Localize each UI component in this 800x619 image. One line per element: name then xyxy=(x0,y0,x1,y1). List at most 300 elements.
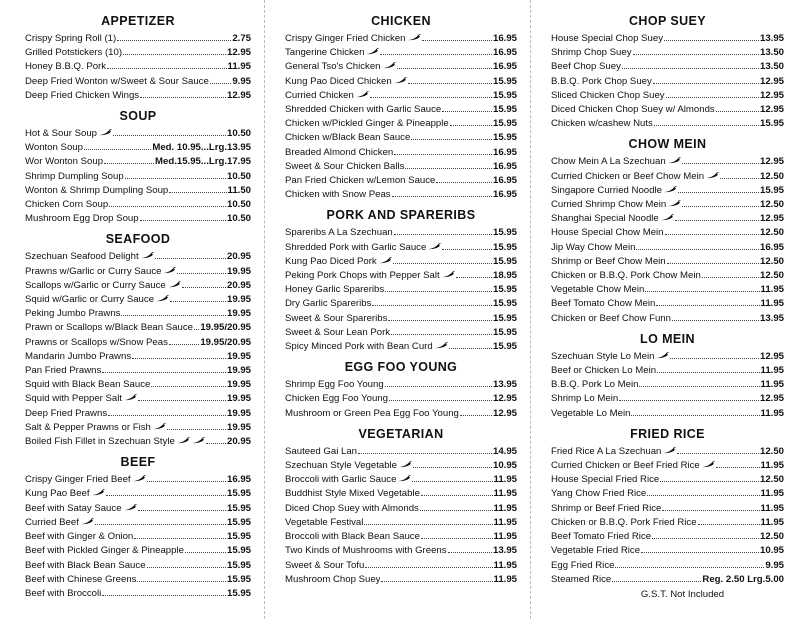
chili-pepper-icon xyxy=(124,504,137,511)
menu-item-name: Mushroom Egg Drop Soup xyxy=(25,213,139,225)
menu-item xyxy=(551,103,784,117)
chili-pepper-icon xyxy=(156,295,169,302)
menu-item xyxy=(285,378,517,392)
chili-pepper-icon xyxy=(661,214,674,221)
menu-item-price: 11.95 xyxy=(493,531,517,543)
menu-item-name: Two Kinds of Mushrooms with Greens xyxy=(285,545,447,557)
dot-leader xyxy=(633,54,759,55)
menu-item xyxy=(285,445,517,459)
chili-pepper-icon xyxy=(153,423,166,430)
menu-item xyxy=(551,269,784,283)
menu-item-name: Sliced Chicken Chop Suey xyxy=(551,89,665,101)
section-title: CHOP SUEY xyxy=(628,14,706,28)
dot-leader xyxy=(449,348,492,349)
menu-item-name: Beef with Pickled Ginger & Pineapple xyxy=(25,545,184,557)
menu-item-price: 15.95 xyxy=(492,284,517,296)
section-title: EGG FOO YOUNG xyxy=(344,360,458,375)
chili-pepper-icon xyxy=(356,91,369,98)
dot-leader xyxy=(140,220,226,221)
dot-leader xyxy=(138,400,226,401)
menu-item-name: Vegetable Chow Mein xyxy=(551,284,645,296)
menu-item-name: Kung Pao Diced Chicken xyxy=(285,75,392,87)
dot-leader xyxy=(422,40,492,41)
section-title: APPETIZER xyxy=(101,14,175,28)
menu-item xyxy=(285,89,517,103)
chili-pepper-icon xyxy=(656,352,669,359)
menu-item xyxy=(285,117,517,131)
menu-item-price: 19.95 xyxy=(226,421,251,433)
dot-leader xyxy=(716,111,759,112)
menu-item-name: Shanghai Special Noodle xyxy=(551,213,659,225)
menu-item-name: Peking Pork Chops with Pepper Salt xyxy=(285,270,440,282)
menu-item-name: Honey Garlic Spareribs xyxy=(285,284,385,296)
menu-item xyxy=(285,226,517,240)
menu-item-price: 19.95/20.95 xyxy=(200,336,251,348)
chili-pepper-icon xyxy=(706,172,719,179)
menu-item xyxy=(285,269,517,283)
menu-item-name: Crispy Spring Roll (1) xyxy=(25,33,117,44)
menu-item-name: B.B.Q. Pork Lo Mein xyxy=(551,379,639,391)
menu-item-name: Tangerine Chicken xyxy=(285,47,365,59)
menu-item-name: Sauteed Gai Lan xyxy=(285,445,358,457)
chili-pepper-icon xyxy=(394,77,407,84)
dot-leader xyxy=(169,192,226,193)
menu-item-name: Grilled Potstickers (10) xyxy=(25,47,123,59)
menu-item-name: Dry Garlic Spareribs xyxy=(285,298,372,310)
menu-item-name: Szechuan Style Lo Mein xyxy=(551,350,655,362)
menu-item xyxy=(25,127,251,141)
dot-leader xyxy=(405,168,492,169)
menu-item-price: 12.50 xyxy=(759,227,784,239)
menu-item xyxy=(285,487,517,501)
dot-leader xyxy=(394,154,492,155)
dot-leader xyxy=(436,182,492,183)
dot-leader xyxy=(121,315,226,316)
menu-item-price: 15.95 xyxy=(226,502,251,514)
menu-item-name: Vegetable Festival xyxy=(285,516,364,528)
menu-item-price: 10.50 xyxy=(226,170,251,182)
menu-item xyxy=(285,174,517,188)
menu-item-price: 10.50 xyxy=(226,128,251,140)
menu-item xyxy=(25,60,251,74)
menu-item-price: 15.95 xyxy=(492,326,517,338)
menu-item-name: Broccoli with Garlic Sauce xyxy=(285,474,397,486)
dot-leader xyxy=(394,234,492,235)
menu-item-name: Steamed Rice xyxy=(551,573,612,585)
menu-item-price: 19.95 xyxy=(226,393,251,405)
menu-item-name: Squid with Black Bean Sauce xyxy=(25,379,151,391)
menu-item-name: Salt & Pepper Prawns or Fish xyxy=(25,421,151,433)
menu-item-name: Szechuan Style Vegetable xyxy=(285,460,398,472)
menu-item-price: 9.95 xyxy=(232,75,251,87)
dot-leader xyxy=(647,495,759,496)
menu-item-name: Beef with Black Bean Sauce xyxy=(25,559,146,571)
chili-pepper-icon xyxy=(163,267,176,274)
menu-item-price: 19.95 xyxy=(226,365,251,377)
menu-item-price: 11.95 xyxy=(760,365,784,377)
menu-item-name: Chicken w/Black Bean Sauce xyxy=(285,132,411,144)
dot-leader xyxy=(420,510,493,511)
dot-leader xyxy=(106,495,226,496)
menu-item-price: Reg. 2.50 Lrg.5.00 xyxy=(702,573,784,585)
dot-leader xyxy=(392,196,492,197)
menu-item-price: 15.95 xyxy=(226,516,251,528)
menu-item-name: Deep Fried Prawns xyxy=(25,407,108,419)
menu-item-price: 15.95 xyxy=(759,184,784,196)
chili-pepper-icon xyxy=(192,437,205,444)
menu-item-name: Mandarin Jumbo Prawns xyxy=(25,350,132,362)
menu-item-price: 11.95 xyxy=(760,407,784,419)
menu-item xyxy=(285,103,517,117)
menu-item xyxy=(285,392,517,406)
menu-item xyxy=(551,544,784,558)
menu-item-name: Squid with Pepper Salt xyxy=(25,393,123,405)
menu-item-name: Beef with Chinese Greens xyxy=(25,573,137,585)
menu-item xyxy=(551,530,784,544)
menu-item-name: Vegetable Lo Mein xyxy=(551,407,631,419)
menu-item-price: 15.95 xyxy=(759,118,784,130)
dot-leader xyxy=(670,358,759,359)
menu-item-name: Mushroom or Green Pea Egg Foo Young xyxy=(285,407,459,419)
chili-pepper-icon xyxy=(133,475,146,482)
menu-item-price: 12.95 xyxy=(226,89,251,101)
menu-item xyxy=(25,378,251,392)
dot-leader xyxy=(138,510,226,511)
menu-item-name: Spareribs A La Szechuan xyxy=(285,227,393,239)
menu-item-price: 15.95 xyxy=(226,573,251,585)
dot-leader xyxy=(448,552,492,553)
menu-item xyxy=(285,46,517,60)
menu-item-price: 2.75 xyxy=(232,33,251,44)
menu-item-name: Chicken or B.B.Q. Pork Chow Mein xyxy=(551,270,701,282)
dot-leader xyxy=(460,415,492,416)
dot-leader xyxy=(104,163,154,164)
menu-item-name: Sweet & Sour Chicken Balls xyxy=(285,160,405,172)
menu-item xyxy=(285,473,517,487)
dot-leader xyxy=(672,320,759,321)
menu-item xyxy=(25,265,251,279)
dot-leader xyxy=(667,263,759,264)
dot-leader xyxy=(660,481,759,482)
menu-item-price: 12.95 xyxy=(759,75,784,87)
chili-pepper-icon xyxy=(428,243,441,250)
menu-item xyxy=(551,255,784,269)
menu-item xyxy=(285,459,517,473)
menu-item xyxy=(551,516,784,530)
menu-item-price: 15.95 xyxy=(492,255,517,267)
dot-leader xyxy=(421,538,493,539)
menu-item-name: Beef Tomato Chow Mein xyxy=(551,298,656,310)
menu-column-1 xyxy=(0,0,265,619)
menu-item-name: Chicken or Beef Chow Funn xyxy=(551,312,671,324)
menu-item xyxy=(25,435,251,449)
menu-item xyxy=(25,559,251,573)
menu-item xyxy=(285,312,517,326)
dot-leader xyxy=(622,68,759,69)
menu-item xyxy=(551,46,784,60)
menu-item-price: 15.95 xyxy=(492,89,517,101)
menu-item xyxy=(285,559,517,573)
menu-item-name: Chicken Egg Foo Young xyxy=(285,393,388,405)
dot-leader xyxy=(421,495,493,496)
chili-pepper-icon xyxy=(663,447,676,454)
dot-leader xyxy=(408,83,492,84)
menu-item-name: Shrimp or Beef Fried Rice xyxy=(551,502,662,514)
dot-leader xyxy=(125,178,226,179)
menu-item xyxy=(285,340,517,354)
menu-item xyxy=(551,407,784,421)
menu-item-price: 15.95 xyxy=(492,298,517,310)
menu-item-price: 14.95 xyxy=(492,445,517,457)
dot-leader xyxy=(678,192,759,193)
menu-item xyxy=(551,212,784,226)
dot-leader xyxy=(388,320,492,321)
chili-pepper-icon xyxy=(383,62,396,69)
menu-item-price: 12.50 xyxy=(759,270,784,282)
section-title: SEAFOOD xyxy=(105,232,171,247)
menu-item xyxy=(551,378,784,392)
menu-item xyxy=(25,407,251,421)
section-title: FRIED RICE xyxy=(630,426,705,441)
menu-item xyxy=(285,502,517,516)
menu-item-price: 19.95 xyxy=(226,407,251,419)
menu-item-name: Crispy Ginger Fried Chicken xyxy=(285,33,406,44)
dot-leader xyxy=(612,581,701,582)
menu-item-price: 16.95 xyxy=(492,47,517,59)
menu-item-price: 15.95 xyxy=(492,341,517,353)
menu-item-price: 15.95 xyxy=(226,559,251,571)
dot-leader xyxy=(109,206,226,207)
menu-item-price: 15.95 xyxy=(492,104,517,116)
dot-leader xyxy=(206,443,226,444)
menu-item xyxy=(551,32,784,46)
chili-pepper-icon xyxy=(141,252,154,259)
menu-item xyxy=(551,312,784,326)
menu-item xyxy=(25,487,251,501)
menu-item-price: 15.95 xyxy=(226,531,251,543)
dot-leader xyxy=(653,83,759,84)
dot-leader xyxy=(95,524,226,525)
menu-item xyxy=(285,146,517,160)
dot-leader xyxy=(385,386,492,387)
section-title: CHOW MEIN xyxy=(628,137,707,152)
menu-item-price: Med. 10.95...Lrg.13.95 xyxy=(152,142,251,154)
menu-item-price: 16.95 xyxy=(226,474,251,486)
menu-item-name: Deep Fried Wonton w/Sweet & Sour Sauce xyxy=(25,75,209,87)
menu-item xyxy=(551,60,784,74)
menu-item xyxy=(551,502,784,516)
chili-pepper-icon xyxy=(81,518,94,525)
menu-item-price: 11.95 xyxy=(493,559,517,571)
menu-item-price: 15.95 xyxy=(492,227,517,239)
menu-item-price: 10.50 xyxy=(226,199,251,211)
menu-item-price: 15.95 xyxy=(226,545,251,557)
menu-item-name: Beef with Ginger & Onion xyxy=(25,531,134,543)
menu-item-price: 19.95 xyxy=(226,350,251,362)
menu-item-name: Crispy Ginger Fried Beef xyxy=(25,474,131,486)
dot-leader xyxy=(185,552,226,553)
menu-item-price: 11.95 xyxy=(493,516,517,528)
menu-item-price: 13.95 xyxy=(759,312,784,324)
menu-item xyxy=(551,559,784,573)
dot-leader xyxy=(132,358,226,359)
menu-item-name: Wonton Soup xyxy=(25,142,83,154)
menu-item-name: Peking Jumbo Prawns xyxy=(25,308,121,320)
menu-item xyxy=(551,155,784,169)
menu-item-price: 10.95 xyxy=(759,545,784,557)
menu-item-name: House Special Chow Mein xyxy=(551,227,664,239)
menu-item xyxy=(551,184,784,198)
menu-item xyxy=(551,573,784,587)
menu-item-price: 13.50 xyxy=(759,61,784,73)
menu-item xyxy=(25,46,251,60)
dot-leader xyxy=(210,83,232,84)
menu-item xyxy=(25,421,251,435)
menu-item-price: 15.95 xyxy=(226,488,251,500)
menu-item-name: Boiled Fish Fillet in Szechuan Style xyxy=(25,436,175,448)
menu-item xyxy=(25,544,251,558)
menu-item xyxy=(25,516,251,530)
menu-item xyxy=(285,131,517,145)
menu-item-price: 15.95 xyxy=(492,75,517,87)
menu-item-price: 20.95 xyxy=(226,436,251,448)
menu-item xyxy=(25,198,251,212)
menu-item xyxy=(285,60,517,74)
menu-item-name: Pan Fried Prawns xyxy=(25,365,102,377)
dot-leader xyxy=(167,429,226,430)
menu-item xyxy=(25,32,251,46)
section-title: CHICKEN xyxy=(371,14,431,28)
menu-item xyxy=(25,321,251,335)
menu-item xyxy=(285,297,517,311)
menu-item-name: Vegetable Fried Rice xyxy=(551,545,641,557)
dot-leader xyxy=(662,510,759,511)
dot-leader xyxy=(639,386,759,387)
menu-item xyxy=(25,75,251,89)
menu-item-name: Chow Mein A La Szechuan xyxy=(551,156,666,168)
dot-leader xyxy=(665,234,759,235)
chili-pepper-icon xyxy=(99,129,112,136)
menu-item-name: Mushroom Chop Suey xyxy=(285,573,381,585)
menu-item-price: 11.95 xyxy=(760,284,784,296)
menu-item xyxy=(25,250,251,264)
dot-leader xyxy=(393,263,492,264)
menu-item-price: 15.95 xyxy=(492,132,517,144)
menu-item-price: 10.50 xyxy=(226,213,251,225)
menu-item-price: 15.95 xyxy=(492,241,517,253)
menu-item xyxy=(551,487,784,501)
menu-item-price: 20.95 xyxy=(226,279,251,291)
menu-item-name: Broccoli with Black Bean Sauce xyxy=(285,531,420,543)
menu-item xyxy=(551,241,784,255)
menu-item-name: Honey B.B.Q. Pork xyxy=(25,61,107,73)
dot-leader xyxy=(147,481,226,482)
dot-leader xyxy=(664,40,759,41)
menu-column-2 xyxy=(265,0,531,619)
menu-item-name: Shrimp or Beef Chow Mein xyxy=(551,255,666,267)
dot-leader xyxy=(113,135,226,136)
menu-item-name: General Tso's Chicken xyxy=(285,61,381,73)
section-title: LO MEIN xyxy=(640,331,695,346)
chili-pepper-icon xyxy=(177,437,190,444)
menu-item xyxy=(25,364,251,378)
menu-item-name: Yang Chow Fried Rice xyxy=(551,488,647,500)
menu-item xyxy=(25,530,251,544)
menu-item-name: Chicken Corn Soup xyxy=(25,199,109,211)
dot-leader xyxy=(108,415,226,416)
dot-leader xyxy=(380,54,492,55)
section-title: BEEF xyxy=(120,455,156,470)
dot-leader xyxy=(170,301,226,302)
dot-leader xyxy=(702,277,759,278)
menu-item-price: 12.50 xyxy=(759,445,784,457)
menu-item-price: 18.95 xyxy=(492,270,517,282)
dot-leader xyxy=(450,125,492,126)
menu-item-price: 11.95 xyxy=(493,474,517,486)
menu-item-name: Beef Chop Suey xyxy=(551,61,621,73)
chili-pepper-icon xyxy=(668,200,681,207)
menu-item xyxy=(25,573,251,587)
menu-item-name: Curried Chicken or Beef Chow Mein xyxy=(551,170,705,182)
menu-item xyxy=(285,75,517,89)
menu-item-price: 16.95 xyxy=(492,189,517,201)
menu-item xyxy=(25,89,251,103)
dot-leader xyxy=(123,54,226,55)
menu-item-price: 12.95 xyxy=(759,350,784,362)
menu-item-price: 15.95 xyxy=(492,312,517,324)
menu-item xyxy=(551,226,784,240)
menu-item xyxy=(551,445,784,459)
dot-leader xyxy=(615,567,764,568)
menu-item-name: Buddhist Style Mixed Vegetable xyxy=(285,488,420,500)
menu-item xyxy=(25,350,251,364)
dot-leader xyxy=(134,538,226,539)
chili-pepper-icon xyxy=(124,394,137,401)
menu-item-name: Chicken w/Pickled Ginger & Pineapple xyxy=(285,118,449,130)
menu-item xyxy=(25,212,251,226)
chili-pepper-icon xyxy=(366,48,379,55)
dot-leader xyxy=(169,344,199,345)
menu-item-price: 19.95 xyxy=(226,265,251,277)
menu-item xyxy=(285,32,517,46)
menu-item-price: 12.50 xyxy=(759,531,784,543)
menu-item xyxy=(285,544,517,558)
menu-item-price: 15.95 xyxy=(492,118,517,130)
menu-item-name: Sweet & Sour Tofu xyxy=(285,559,365,571)
section-title: PORK AND SPARERIBS xyxy=(326,208,476,223)
menu-item-name: Sweet & Sour Lean Pork xyxy=(285,326,391,338)
menu-item-name: Shrimp Dumpling Soup xyxy=(25,170,124,182)
dot-leader xyxy=(177,273,226,274)
dot-leader xyxy=(675,220,759,221)
menu-item xyxy=(551,75,784,89)
menu-item xyxy=(551,459,784,473)
menu-item-name: B.B.Q. Pork Chop Suey xyxy=(551,75,652,87)
menu-item-price: 13.50 xyxy=(759,47,784,59)
dot-leader xyxy=(370,97,492,98)
dot-leader xyxy=(102,595,226,596)
tax-note: G.S.T. Not Included xyxy=(640,588,725,600)
dot-leader xyxy=(682,163,759,164)
menu-item xyxy=(25,141,251,155)
menu-item-price: 11.95 xyxy=(760,298,784,310)
menu-item-name: Prawns or Scallops w/Snow Peas xyxy=(25,336,168,348)
dot-leader xyxy=(720,178,759,179)
dot-leader xyxy=(641,552,759,553)
menu-item-name: Kung Pao Diced Pork xyxy=(285,255,377,267)
menu-item-name: Chicken or B.B.Q. Pork Fried Rice xyxy=(551,516,697,528)
menu-item xyxy=(551,473,784,487)
